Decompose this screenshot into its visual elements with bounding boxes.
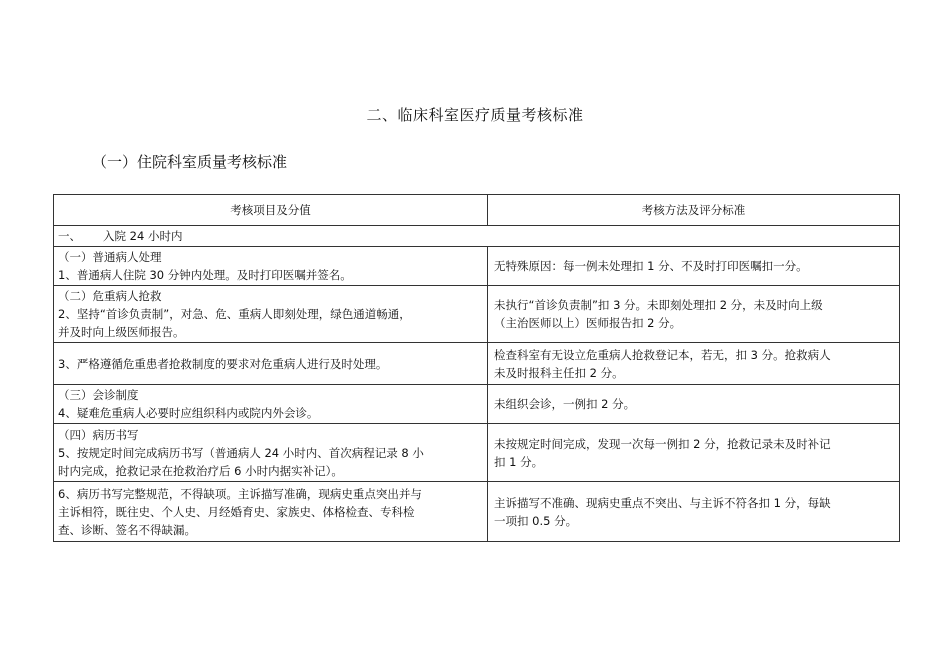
group-row-cell — [54, 226, 900, 247]
criteria-line: 2、坚持“首诊负责制”，对急、危、重病人即刻处理，绿色通道畅通， — [58, 307, 411, 321]
table-row — [54, 424, 900, 482]
criteria-item-cell — [54, 343, 488, 385]
scoring-line: 未按规定时间完成，发现一次每一例扣 2 分，抢救记录未及时补记 — [494, 436, 831, 451]
table-row — [54, 343, 900, 385]
criteria-line: （四）病历书写 — [58, 427, 139, 442]
table-row — [54, 482, 900, 542]
criteria-line: （三）会诊制度 — [58, 388, 139, 402]
scoring-line: 扣 1 分。 — [494, 454, 544, 469]
criteria-line: 时内完成，抢救记录在抢救治疗后 6 小时内据实补记）。 — [58, 463, 343, 478]
criteria-line: 并及时向上级医师报告。 — [58, 325, 185, 339]
criteria-item-cell — [54, 286, 488, 343]
table-row — [54, 247, 900, 286]
document-title: 二、临床科室医疗质量考核标准 — [366, 106, 584, 124]
table-row — [54, 385, 900, 424]
criteria-line: （二）危重病人抢救 — [58, 289, 162, 303]
assessment-table — [53, 194, 900, 542]
scoring-method-cell — [488, 424, 900, 482]
table-header-row — [54, 195, 900, 226]
scoring-method-cell — [488, 247, 900, 286]
criteria-item-cell — [54, 385, 488, 424]
scoring-line: 一项扣 0.5 分。 — [494, 513, 578, 528]
scoring-method-cell — [488, 482, 900, 542]
group-row — [54, 226, 900, 247]
criteria-line: 1、普通病人住院 30 分钟内处理。及时打印医嘱并签名。 — [58, 268, 352, 282]
criteria-line: 5、按规定时间完成病历书写（普通病人 24 小时内、首次病程记录 8 小 — [58, 445, 424, 460]
scoring-line: 检查科室有无设立危重病人抢救登记本，若无，扣 3 分。抢救病人 — [494, 347, 831, 362]
criteria-line: （一）普通病人处理 — [58, 250, 162, 264]
scoring-line: （主治医师以上）医师报告扣 2 分。 — [494, 316, 682, 330]
scoring-line: 未及时报科主任扣 2 分。 — [494, 365, 624, 380]
criteria-line: 6、病历书写完整规范，不得缺项。主诉描写准确，现病史重点突出并与 — [58, 486, 422, 501]
scoring-method-cell — [488, 286, 900, 343]
scoring-method-cell — [488, 343, 900, 385]
criteria-line: 查、诊断、签名不得缺漏。 — [58, 522, 196, 537]
header-scoring-criteria: 考核方法及评分标准 — [488, 195, 900, 226]
criteria-line: 4、疑难危重病人必要时应组织科内或院内外会诊。 — [58, 406, 319, 420]
scoring-line: 主诉描写不准确、现病史重点不突出、与主诉不符各扣 1 分，每缺 — [494, 495, 831, 510]
group-title: 入院 24 小时内 — [103, 229, 183, 243]
criteria-item-cell — [54, 247, 488, 286]
criteria-line: 3、严格遵循危重患者抢救制度的要求对危重病人进行及时处理。 — [58, 356, 388, 371]
section-title: （一）住院科室质量考核标准 — [92, 153, 288, 171]
table-row — [54, 286, 900, 343]
scoring-line: 未执行“首诊负责制”扣 3 分。未即刻处理扣 2 分，未及时向上级 — [494, 298, 823, 312]
scoring-line: 无特殊原因：每一例未处理扣 1 分、不及时打印医嘱扣一分。 — [494, 259, 808, 273]
scoring-line: 未组织会诊，一例扣 2 分。 — [494, 397, 636, 411]
criteria-item-cell — [54, 482, 488, 542]
scoring-method-cell — [488, 385, 900, 424]
header-assessment-items: 考核项目及分值 — [54, 195, 488, 226]
criteria-item-cell — [54, 424, 488, 482]
group-number: 一、 — [58, 229, 81, 243]
criteria-line: 主诉相符，既往史、个人史、月经婚育史、家族史、体格检查、专科检 — [58, 504, 415, 519]
